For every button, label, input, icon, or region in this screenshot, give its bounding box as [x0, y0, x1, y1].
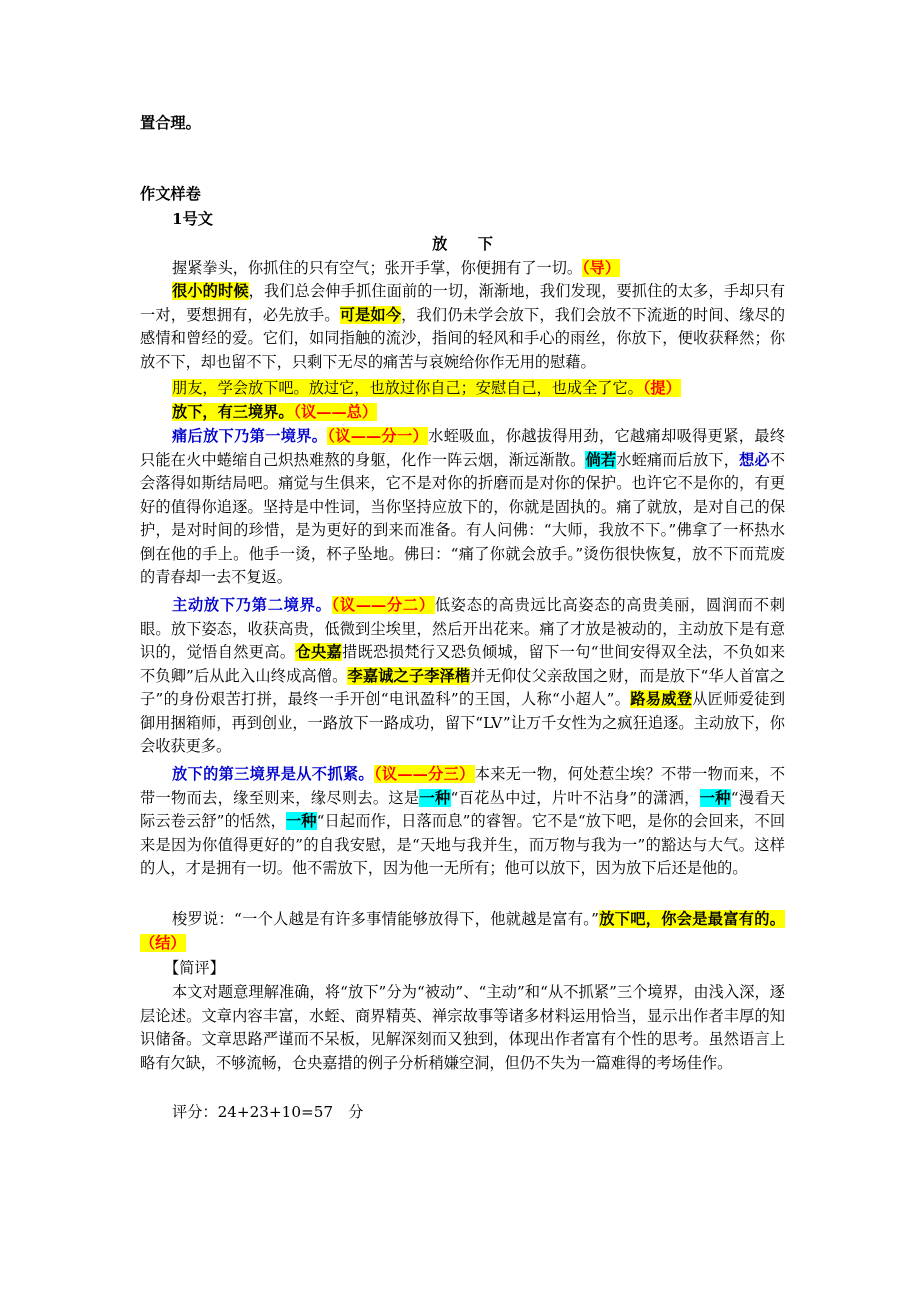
score-line: 评分：24+23+10=57 分: [172, 1103, 364, 1121]
tag-fen-yi: （议——分一）: [327, 427, 429, 445]
highlight-hen-xiao: 很小的时候: [172, 282, 249, 300]
p6-text-3: 并无仰仗父亲敌国之财，而是放下“华人首富之子”的身份艰苦打拼，最终一手开创“电讯盈科”的王国，人称“小超人”。: [140, 666, 786, 708]
paragraph-7: [140, 763, 785, 881]
p4-text: 放下，有三境界。: [172, 403, 294, 421]
paragraph-intro: [172, 257, 620, 279]
highlight-li-zeqie: 李嘉诚之子李泽楷: [347, 666, 471, 685]
tag-jie: （结）: [140, 933, 186, 952]
p7-text-3: “漫看天际云卷云舒”的恬然，: [140, 788, 786, 830]
paragraph-5: [140, 425, 785, 590]
highlight-cangyangjia: 仓央嘉: [295, 643, 343, 661]
p5-text-2: 水蛭痛而后放下，: [616, 450, 740, 469]
highlight-yizhong-3: 一种: [285, 812, 317, 830]
p6-text-2: 措既恐损梵行又恐负倾城，留下一句“世间安得双全法，不负如来不负卿”后从此入山终成高僧。: [140, 643, 786, 685]
lead-third-realm: 放下的第三境界是从不抓紧。: [172, 765, 374, 783]
highlight-yizhong-2: 一种: [699, 788, 731, 807]
essay-number: 1号文: [172, 210, 213, 228]
highlight-keshi-rujin: 可是如今: [339, 305, 402, 324]
p6-text-4: 从匠师爱徒到御用捆箱师，再到创业，一路放下一路成功，留下“LV”让万千女性为之疯狂追逐。主动放下，你会收获更多。: [140, 690, 786, 755]
paragraph-2: [140, 280, 785, 374]
paragraph-4: [172, 401, 377, 423]
tag-dao: （导）: [582, 259, 621, 277]
tag-yi-zong: （议——总）: [293, 403, 378, 421]
lead-second-realm: 主动放下乃第二境界。: [172, 596, 332, 614]
p2-text-1: ，我们总会伸手抓住面前的一切，渐渐地，我们发现，要抓住的太多，手却只有一对，要想拥有，必先放手。: [140, 282, 786, 324]
p6-text-1: 低姿态的高贵远比高姿态的高贵美丽，圆润而不刺眼。放下姿态，收获高贵，低微到尘埃里，然后开出花来。痛了才放是被动的，主动放下是有意识的，觉悟自然更高。: [140, 596, 786, 661]
highlight-tangruo: 倘若: [585, 450, 617, 469]
highlight-yizhong-1: 一种: [419, 788, 451, 807]
tag-ti: （提）: [642, 379, 681, 397]
highlight-louis-vuitton: 路易威登: [630, 690, 693, 708]
intro-text: 握紧拳头，你抓住的只有空气；张开手掌，你便拥有了一切。: [172, 259, 583, 277]
review-text: 本文对题意理解准确，将“放下”分为“被动”、“主动”和“从不抓紧”三个境界，由浅入深，逐层论述。文章内容丰富，水蛭、商界精英、禅宗故事等诸多材料运用恰当，显示出作者丰厚的知识储备。文章思路严谨而不呆板，见解深刻而又独到，体现出作者富有个性的思考。虽然语言上略有欠缺，不够流畅，仓央嘉措的例子分析稍嫌空洞，但仍不失为一篇难得的考场佳作。: [140, 983, 785, 1072]
p7-text-2: “百花丛中过，片叶不沾身”的潇洒，: [450, 788, 700, 807]
paragraph-3: [172, 377, 681, 399]
section-title: 作文样卷: [140, 185, 201, 203]
p5-text-3: 不会落得如斯结局吧。痛觉与生俱来，它不是对你的折磨而是对你的保护。也许它不是你的，有更好的值得你追逐。坚持是中性词，当你坚持应放下的，你就是固执的。痛了就放，是对自己的保护，是对时间的珍惜，是为更好的到来而准备。有人问佛：“大师，我放不下。”佛拿了一杯热水倒在他的手上。他手一烫，杯子坠地。佛曰：“痛了你就会放手。”烫伤很快恢复，放不下而荒废的青春却一去不复返。: [140, 450, 786, 586]
p3-text: 朋友，学会放下吧。放过它，也放过你自己；安慰自己，也成全了它。: [172, 379, 643, 397]
p7-text-4: “日起而作，日落而息”的睿智。它不是“放下吧，是你的会回来，不回来是因为你值得更好的”的自我安慰，是“天地与我并生，而万物与我为一”的豁达与大气。这样的人，才是拥有一切。他不需放下，因为他一无所有；他可以放下，因为放下后还是他的。: [140, 812, 786, 877]
review-title: 【简评】: [164, 959, 225, 977]
heading-fragment: 置合理。: [140, 114, 201, 132]
p7-text-1: 本来无一物，何处惹尘埃？不带一物而来，不带一物而去，缘至则来，缘尽则去。这是: [140, 765, 786, 807]
paragraph-6: [140, 594, 785, 759]
essay-title: 放 下: [432, 235, 493, 253]
p8-text: 梭罗说：“一个人越是有许多事情能够放得下，他就越是富有。”: [172, 910, 599, 928]
paragraph-8: [140, 908, 785, 955]
lead-first-realm: 痛后放下乃第一境界。: [172, 427, 328, 445]
tag-fen-er: （议——分二）: [331, 596, 435, 614]
tag-fen-san: （议——分三）: [373, 765, 475, 783]
highlight-xiangbi: 想必: [739, 450, 770, 469]
p2-text-2: ，我们仍未学会放下，我们会放不下流逝的时间、缘尽的感情和曾经的爱。它们，如同指触的流沙，指间的轻风和手心的雨丝，你放下，便收获释然；你放不下，却也留不下，只剩下无尽的痛苦与哀婉给你作无用的慰藉。: [140, 305, 786, 371]
highlight-conclusion: 放下吧，你会是最富有的。: [598, 910, 785, 928]
p5-text-1: 水蛭吸血，你越拔得用劲，它越痛却吸得更紧，最终只能在火中蜷缩自己炽热难熬的身躯，化作一阵云烟，渐远渐散。: [140, 427, 786, 469]
